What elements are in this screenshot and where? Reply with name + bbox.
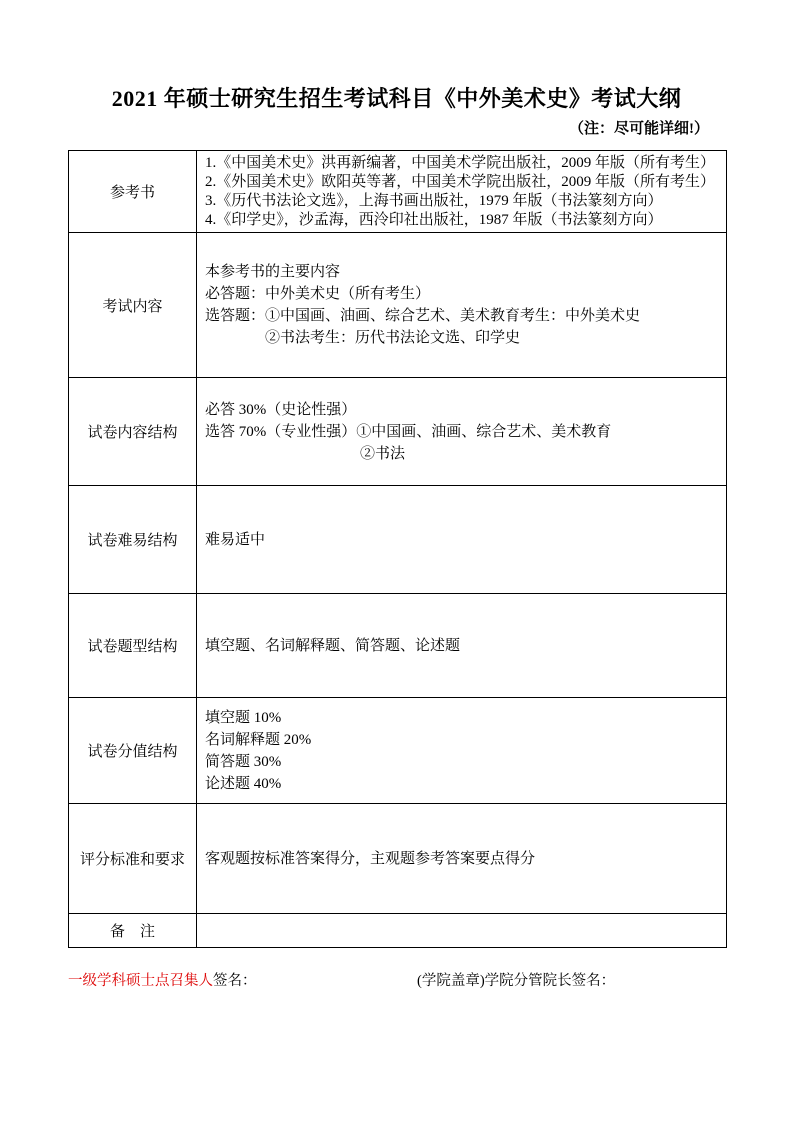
- convener-signature-label: [68, 973, 257, 989]
- convener-sign-suffix: 签名：: [213, 973, 257, 989]
- table-row-difficulty-structure: [69, 486, 727, 594]
- cell-line: 简答题 30%: [205, 753, 282, 770]
- table-row-question-type-structure: [69, 594, 727, 698]
- cell-line: 填空题 10%: [205, 709, 282, 726]
- row-label: 参考书: [69, 151, 197, 233]
- row-label: 试卷难易结构: [69, 486, 197, 594]
- cell-line: 选答题：①中国画、油画、综合艺术、美术教育考生：中外美术史: [205, 308, 641, 324]
- dean-signature-label: (学院盖章)学院分管院长签名：: [417, 973, 616, 989]
- cell-line: ②书法: [360, 445, 406, 462]
- row-content: [197, 378, 727, 486]
- cell-line: 必答题：中外美术史（所有考生）: [205, 286, 431, 302]
- cell-line: 本参考书的主要内容: [205, 264, 341, 280]
- table-row-remarks: [69, 914, 727, 948]
- table-row-exam-content: [69, 233, 727, 378]
- cell-line: 4.《印学史》，沙孟海，西泠印社出版社，1987 年版（书法篆刻方向）: [205, 211, 663, 228]
- cell-line: 难易适中: [205, 531, 266, 548]
- row-label: 试卷内容结构: [69, 378, 197, 486]
- cell-line: 客观题按标准答案得分，主观题参考答案要点得分: [205, 850, 536, 867]
- row-content: [197, 486, 727, 594]
- table-row-score-structure: [69, 698, 727, 804]
- detail-note: （注：尽可能详细!）: [569, 121, 709, 137]
- cell-line: 论述题 40%: [205, 775, 282, 792]
- table-row-grading-standard: [69, 804, 727, 914]
- row-content: [197, 233, 727, 378]
- cell-line: 3.《历代书法论文选》，上海书画出版社，1979 年版（书法篆刻方向）: [205, 192, 663, 209]
- row-content: [197, 594, 727, 698]
- row-label: 试卷题型结构: [69, 594, 197, 698]
- row-label: 备 注: [69, 914, 197, 948]
- row-label: 考试内容: [69, 233, 197, 378]
- table-row-reference-books: [69, 151, 727, 233]
- row-content: [197, 698, 727, 804]
- row-content: [197, 804, 727, 914]
- row-label: 评分标准和要求: [69, 804, 197, 914]
- row-content: [197, 151, 727, 233]
- signature-line: [68, 969, 753, 990]
- cell-line: ②书法考生：历代书法论文选、印学史: [265, 330, 521, 346]
- table-row-content-structure: [69, 378, 727, 486]
- row-label: 试卷分值结构: [69, 698, 197, 804]
- convener-title-red: 一级学科硕士点召集人: [68, 973, 213, 989]
- cell-line: 必答 30%（史论性强）: [205, 401, 357, 418]
- syllabus-table: [68, 150, 727, 948]
- page-title: 2021 年硕士研究生招生考试科目《中外美术史》考试大纲: [111, 86, 682, 111]
- cell-line: 2.《外国美术史》欧阳英等著，中国美术学院出版社，2009 年版（所有考生）: [205, 173, 716, 190]
- cell-line: 名词解释题 20%: [205, 731, 312, 748]
- cell-line: 填空题、名词解释题、简答题、论述题: [205, 637, 461, 654]
- cell-line: 1.《中国美术史》洪再新编著，中国美术学院出版社，2009 年版（所有考生）: [205, 154, 716, 171]
- row-content: [197, 914, 727, 948]
- cell-line: 选答 70%（专业性强）①中国画、油画、综合艺术、美术教育: [205, 423, 612, 440]
